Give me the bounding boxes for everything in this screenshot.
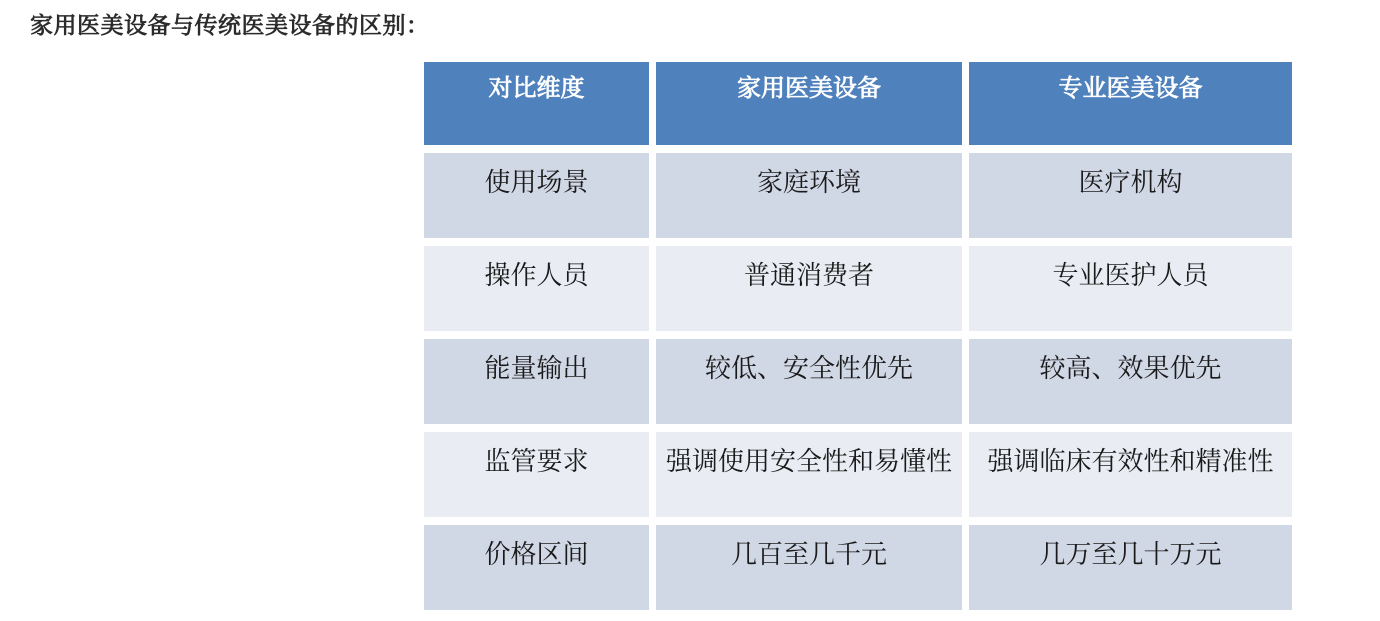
page-title: 家用医美设备与传统医美设备的区别： [30,12,430,38]
table-cell: 专业医护人员 [969,246,1292,331]
table-cell: 强调临床有效性和精准性 [969,432,1292,517]
table-cell: 较高、效果优先 [969,339,1292,424]
table-cell: 强调使用安全性和易懂性 [656,432,962,517]
table-cell: 使用场景 [424,153,649,238]
table-cell: 价格区间 [424,525,649,610]
table-cell: 几百至几千元 [656,525,962,610]
table-cell: 普通消费者 [656,246,962,331]
table-header-dimension: 对比维度 [424,62,649,145]
table-cell: 较低、安全性优先 [656,339,962,424]
table-header-pro-device: 专业医美设备 [969,62,1292,145]
table-cell: 操作人员 [424,246,649,331]
table-cell: 几万至几十万元 [969,525,1292,610]
table-cell: 家庭环境 [656,153,962,238]
table-cell: 能量输出 [424,339,649,424]
table-header-home-device: 家用医美设备 [656,62,962,145]
table-cell: 监管要求 [424,432,649,517]
table-cell: 医疗机构 [969,153,1292,238]
comparison-table [424,62,1292,610]
